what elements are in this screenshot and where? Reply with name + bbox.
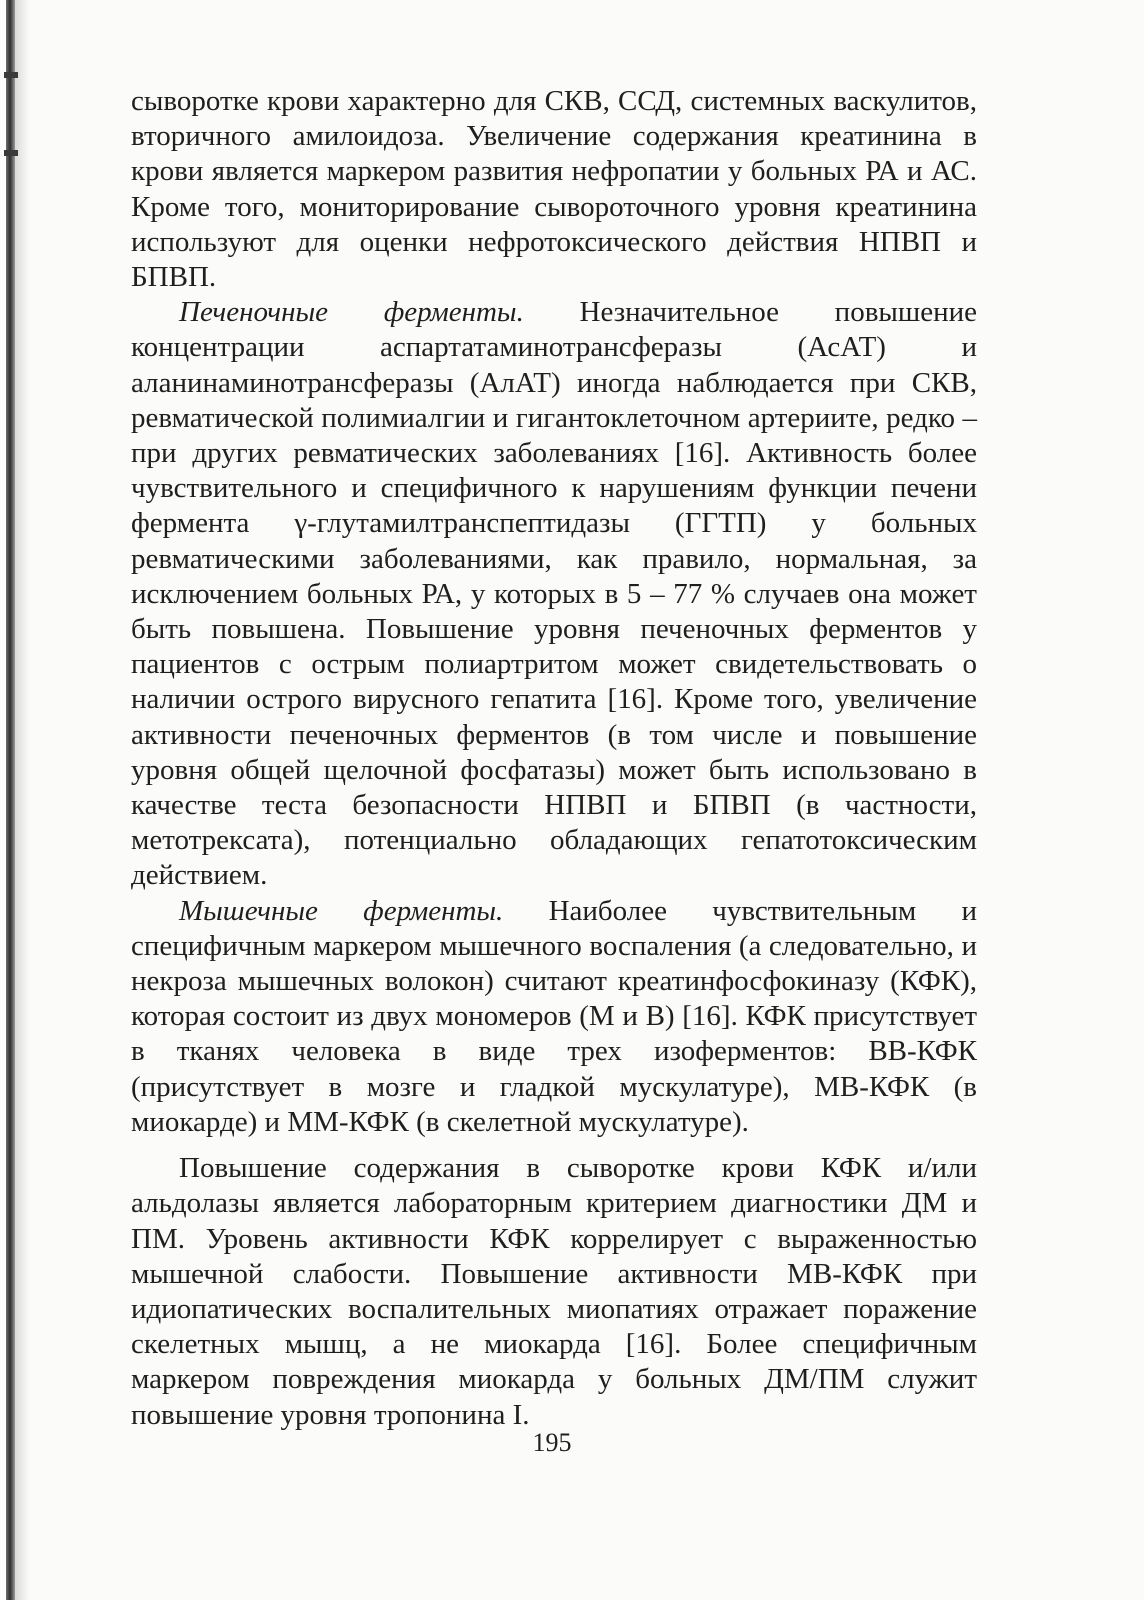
page-number: 195 [532, 1428, 572, 1457]
binding-shadow [15, 0, 29, 1600]
binding-mark [4, 72, 18, 78]
paragraph-text: Повышение содержания в сыворотке крови КФК и/или альдолазы является лабораторным критерием диагностики ДМ и ПМ. Уровень активности КФК коррелирует с выраженностью мышечной слабости. Повышение активности МВ-КФК при идиопатических воспалительных миопатиях отражает поражение скелетных мышц, а не миокарда [16]. Более специфичным маркером повреждения миокарда у больных ДМ/ПМ служит повышение уровня тропонина I. [131, 1152, 977, 1431]
section-term-liver-enzymes: Печеночные ферменты. [179, 296, 524, 329]
paragraph-text: сыворотке крови характерно для СКВ, ССД, системных васкулитов, вторичного амилоидоза. Увеличение содержания креатинина в крови является маркером развития нефропатии у больных РА и АС. Кроме того, мониторирование сывороточного уровня креатинина используют для оценки нефротоксического действия НПВП и БПВП. [131, 85, 977, 294]
binding-mark [4, 150, 18, 156]
body-text [131, 84, 977, 1433]
paragraph-text: Наиболее чувствительным и специфичным маркером мышечного воспаления (а следовательно, и некроза мышечных волокон) считают креатинфосфокиназу (КФК), которая состоит из двух мономеров (М и В) [16]. КФК присутствует в тканях человека в виде трех изоферментов: ВВ-КФК (присутствует в мозге и гладкой мускулатуре), МВ-КФК (в миокарде) и ММ-КФК (в скелетной мускулатуре). [131, 894, 977, 1138]
book-binding-edge [6, 0, 15, 1600]
paragraph-ckp-diagnostics [131, 1151, 977, 1433]
paragraph-creatinine [131, 84, 977, 295]
paragraph-text: Незначительное повышение концентрации аспартатаминотрансферазы (АсАТ) и аланинаминотрансферазы (АлАТ) иногда наблюдается при СКВ, ревматической полимиалгии и гигантоклеточном артериите, редко – при других ревматических заболеваниях [16]. Активность более чувствительного и специфичного к нарушениям функции печени фермента γ-глутамилтранспептидазы (ГГТП) у больных ревматическими заболеваниями, как правило, нормальная, за исключением больных РА, у которых в 5 – 77 % случаев она может быть повышена. Повышение уровня печеночных ферментов у пациентов с острым полиартритом может свидетельствовать о наличии острого вирусного гепатита [16]. Кроме того, увеличение активности печеночных ферментов (в том числе и повышение уровня общей щелочной фосфатазы) может быть использовано в качестве теста безопасности НПВП и БПВП (в частности, метотрексата), потенциально обладающих гепатотоксическим действием. [131, 296, 977, 892]
paragraph-liver-enzymes [131, 295, 977, 893]
section-term-muscle-enzymes: Мышечные ферменты. [179, 894, 504, 927]
paragraph-muscle-enzymes [131, 894, 977, 1140]
